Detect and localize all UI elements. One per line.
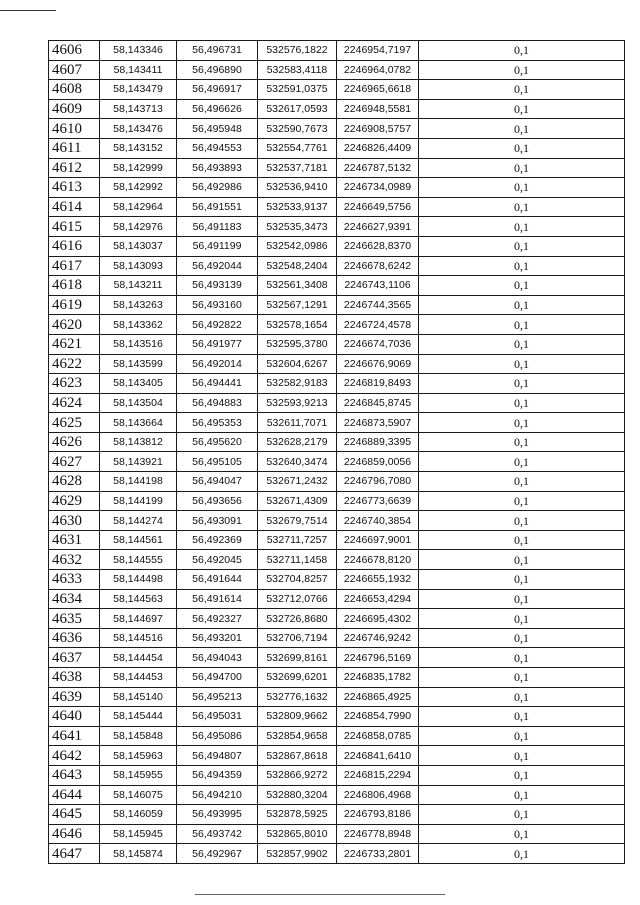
point-number-cell: 4618 xyxy=(49,276,100,296)
longitude-cell: 56,494441 xyxy=(177,374,258,394)
y-coordinate-cell: 2246724,4578 xyxy=(337,315,419,335)
latitude-cell: 58,143263 xyxy=(100,295,177,315)
x-coordinate-cell: 532867,8618 xyxy=(258,746,337,766)
x-coordinate-cell: 532576,1822 xyxy=(258,41,337,61)
x-coordinate-cell: 532679,7514 xyxy=(258,511,337,531)
y-coordinate-cell: 2246815,2294 xyxy=(337,765,419,785)
y-coordinate-cell: 2246954,7197 xyxy=(337,41,419,61)
latitude-cell: 58,143713 xyxy=(100,99,177,119)
bottom-rule-line xyxy=(195,894,445,895)
point-number-cell: 4634 xyxy=(49,589,100,609)
longitude-cell: 56,494359 xyxy=(177,765,258,785)
y-coordinate-cell: 2246778,8948 xyxy=(337,824,419,844)
point-number-cell: 4639 xyxy=(49,687,100,707)
table-row xyxy=(49,334,625,354)
accuracy-cell: 0,1 xyxy=(419,511,625,531)
table-row xyxy=(49,413,625,433)
point-number-cell: 4627 xyxy=(49,452,100,472)
x-coordinate-cell: 532604,6267 xyxy=(258,354,337,374)
accuracy-cell: 0,1 xyxy=(419,805,625,825)
y-coordinate-cell: 2246793,8186 xyxy=(337,805,419,825)
longitude-cell: 56,494210 xyxy=(177,785,258,805)
point-number-cell: 4647 xyxy=(49,844,100,864)
x-coordinate-cell: 532711,1458 xyxy=(258,550,337,570)
table-row xyxy=(49,393,625,413)
accuracy-cell: 0,1 xyxy=(419,628,625,648)
y-coordinate-cell: 2246859,0056 xyxy=(337,452,419,472)
table-row xyxy=(49,707,625,727)
x-coordinate-cell: 532567,1291 xyxy=(258,295,337,315)
y-coordinate-cell: 2246627,9391 xyxy=(337,217,419,237)
point-number-cell: 4646 xyxy=(49,824,100,844)
accuracy-cell: 0,1 xyxy=(419,41,625,61)
y-coordinate-cell: 2246845,8745 xyxy=(337,393,419,413)
table-row xyxy=(49,197,625,217)
latitude-cell: 58,143405 xyxy=(100,374,177,394)
y-coordinate-cell: 2246653,4294 xyxy=(337,589,419,609)
longitude-cell: 56,491644 xyxy=(177,570,258,590)
accuracy-cell: 0,1 xyxy=(419,295,625,315)
coordinates-table-body xyxy=(49,41,625,864)
longitude-cell: 56,492986 xyxy=(177,178,258,198)
point-number-cell: 4631 xyxy=(49,530,100,550)
x-coordinate-cell: 532535,3473 xyxy=(258,217,337,237)
latitude-cell: 58,143037 xyxy=(100,236,177,256)
y-coordinate-cell: 2246746,9242 xyxy=(337,628,419,648)
point-number-cell: 4625 xyxy=(49,413,100,433)
table-row xyxy=(49,138,625,158)
x-coordinate-cell: 532554,7761 xyxy=(258,138,337,158)
top-rule-line xyxy=(0,10,56,11)
latitude-cell: 58,145140 xyxy=(100,687,177,707)
accuracy-cell: 0,1 xyxy=(419,472,625,492)
accuracy-cell: 0,1 xyxy=(419,432,625,452)
y-coordinate-cell: 2246889,3395 xyxy=(337,432,419,452)
point-number-cell: 4637 xyxy=(49,648,100,668)
y-coordinate-cell: 2246628,8370 xyxy=(337,236,419,256)
latitude-cell: 58,145874 xyxy=(100,844,177,864)
latitude-cell: 58,143093 xyxy=(100,256,177,276)
point-number-cell: 4633 xyxy=(49,570,100,590)
y-coordinate-cell: 2246678,6242 xyxy=(337,256,419,276)
latitude-cell: 58,143411 xyxy=(100,60,177,80)
longitude-cell: 56,495031 xyxy=(177,707,258,727)
accuracy-cell: 0,1 xyxy=(419,707,625,727)
x-coordinate-cell: 532711,7257 xyxy=(258,530,337,550)
table-row xyxy=(49,550,625,570)
latitude-cell: 58,143504 xyxy=(100,393,177,413)
table-row xyxy=(49,746,625,766)
y-coordinate-cell: 2246734,0989 xyxy=(337,178,419,198)
x-coordinate-cell: 532809,9662 xyxy=(258,707,337,727)
accuracy-cell: 0,1 xyxy=(419,197,625,217)
point-number-cell: 4606 xyxy=(49,41,100,61)
longitude-cell: 56,496731 xyxy=(177,41,258,61)
latitude-cell: 58,145444 xyxy=(100,707,177,727)
y-coordinate-cell: 2246649,5756 xyxy=(337,197,419,217)
latitude-cell: 58,144555 xyxy=(100,550,177,570)
y-coordinate-cell: 2246908,5757 xyxy=(337,119,419,139)
longitude-cell: 56,492327 xyxy=(177,609,258,629)
longitude-cell: 56,493893 xyxy=(177,158,258,178)
latitude-cell: 58,145955 xyxy=(100,765,177,785)
longitude-cell: 56,492045 xyxy=(177,550,258,570)
table-row xyxy=(49,99,625,119)
accuracy-cell: 0,1 xyxy=(419,119,625,139)
table-row xyxy=(49,668,625,688)
latitude-cell: 58,143362 xyxy=(100,315,177,335)
longitude-cell: 56,492014 xyxy=(177,354,258,374)
table-row xyxy=(49,119,625,139)
latitude-cell: 58,143479 xyxy=(100,80,177,100)
x-coordinate-cell: 532671,2432 xyxy=(258,472,337,492)
x-coordinate-cell: 532865,8010 xyxy=(258,824,337,844)
latitude-cell: 58,144198 xyxy=(100,472,177,492)
x-coordinate-cell: 532561,3408 xyxy=(258,276,337,296)
table-row xyxy=(49,178,625,198)
latitude-cell: 58,144561 xyxy=(100,530,177,550)
longitude-cell: 56,492967 xyxy=(177,844,258,864)
latitude-cell: 58,146059 xyxy=(100,805,177,825)
point-number-cell: 4615 xyxy=(49,217,100,237)
y-coordinate-cell: 2246787,5132 xyxy=(337,158,419,178)
y-coordinate-cell: 2246835,1782 xyxy=(337,668,419,688)
accuracy-cell: 0,1 xyxy=(419,236,625,256)
table-row xyxy=(49,158,625,178)
longitude-cell: 56,491183 xyxy=(177,217,258,237)
latitude-cell: 58,143516 xyxy=(100,334,177,354)
accuracy-cell: 0,1 xyxy=(419,393,625,413)
x-coordinate-cell: 532712,0766 xyxy=(258,589,337,609)
latitude-cell: 58,145963 xyxy=(100,746,177,766)
x-coordinate-cell: 532537,7181 xyxy=(258,158,337,178)
table-row xyxy=(49,511,625,531)
accuracy-cell: 0,1 xyxy=(419,452,625,472)
y-coordinate-cell: 2246743,1106 xyxy=(337,276,419,296)
point-number-cell: 4621 xyxy=(49,334,100,354)
table-row xyxy=(49,824,625,844)
x-coordinate-cell: 532590,7673 xyxy=(258,119,337,139)
latitude-cell: 58,144498 xyxy=(100,570,177,590)
table-row xyxy=(49,844,625,864)
accuracy-cell: 0,1 xyxy=(419,668,625,688)
accuracy-cell: 0,1 xyxy=(419,276,625,296)
point-number-cell: 4642 xyxy=(49,746,100,766)
latitude-cell: 58,142999 xyxy=(100,158,177,178)
y-coordinate-cell: 2246819,8493 xyxy=(337,374,419,394)
latitude-cell: 58,142992 xyxy=(100,178,177,198)
y-coordinate-cell: 2246744,3565 xyxy=(337,295,419,315)
y-coordinate-cell: 2246806,4968 xyxy=(337,785,419,805)
point-number-cell: 4609 xyxy=(49,99,100,119)
point-number-cell: 4636 xyxy=(49,628,100,648)
table-row xyxy=(49,530,625,550)
point-number-cell: 4613 xyxy=(49,178,100,198)
y-coordinate-cell: 2246796,7080 xyxy=(337,472,419,492)
accuracy-cell: 0,1 xyxy=(419,648,625,668)
y-coordinate-cell: 2246655,1932 xyxy=(337,570,419,590)
longitude-cell: 56,494700 xyxy=(177,668,258,688)
x-coordinate-cell: 532578,1654 xyxy=(258,315,337,335)
latitude-cell: 58,144454 xyxy=(100,648,177,668)
point-number-cell: 4632 xyxy=(49,550,100,570)
x-coordinate-cell: 532866,9272 xyxy=(258,765,337,785)
latitude-cell: 58,142976 xyxy=(100,217,177,237)
accuracy-cell: 0,1 xyxy=(419,99,625,119)
y-coordinate-cell: 2246964,0782 xyxy=(337,60,419,80)
point-number-cell: 4640 xyxy=(49,707,100,727)
table-row xyxy=(49,217,625,237)
x-coordinate-cell: 532699,8161 xyxy=(258,648,337,668)
longitude-cell: 56,494043 xyxy=(177,648,258,668)
longitude-cell: 56,493742 xyxy=(177,824,258,844)
accuracy-cell: 0,1 xyxy=(419,824,625,844)
latitude-cell: 58,144274 xyxy=(100,511,177,531)
longitude-cell: 56,493995 xyxy=(177,805,258,825)
point-number-cell: 4635 xyxy=(49,609,100,629)
point-number-cell: 4619 xyxy=(49,295,100,315)
x-coordinate-cell: 532640,3474 xyxy=(258,452,337,472)
longitude-cell: 56,494553 xyxy=(177,138,258,158)
latitude-cell: 58,144199 xyxy=(100,491,177,511)
y-coordinate-cell: 2246854,7990 xyxy=(337,707,419,727)
longitude-cell: 56,495620 xyxy=(177,432,258,452)
y-coordinate-cell: 2246865,4925 xyxy=(337,687,419,707)
x-coordinate-cell: 532591,0375 xyxy=(258,80,337,100)
x-coordinate-cell: 532880,3204 xyxy=(258,785,337,805)
accuracy-cell: 0,1 xyxy=(419,687,625,707)
y-coordinate-cell: 2246873,5907 xyxy=(337,413,419,433)
table-row xyxy=(49,472,625,492)
table-row xyxy=(49,60,625,80)
accuracy-cell: 0,1 xyxy=(419,178,625,198)
accuracy-cell: 0,1 xyxy=(419,354,625,374)
y-coordinate-cell: 2246948,5581 xyxy=(337,99,419,119)
longitude-cell: 56,495948 xyxy=(177,119,258,139)
point-number-cell: 4614 xyxy=(49,197,100,217)
table-row xyxy=(49,805,625,825)
point-number-cell: 4611 xyxy=(49,138,100,158)
longitude-cell: 56,491551 xyxy=(177,197,258,217)
point-number-cell: 4612 xyxy=(49,158,100,178)
point-number-cell: 4629 xyxy=(49,491,100,511)
accuracy-cell: 0,1 xyxy=(419,413,625,433)
table-row xyxy=(49,80,625,100)
point-number-cell: 4623 xyxy=(49,374,100,394)
point-number-cell: 4630 xyxy=(49,511,100,531)
latitude-cell: 58,143921 xyxy=(100,452,177,472)
y-coordinate-cell: 2246796,5169 xyxy=(337,648,419,668)
longitude-cell: 56,492369 xyxy=(177,530,258,550)
x-coordinate-cell: 532548,2404 xyxy=(258,256,337,276)
table-row xyxy=(49,785,625,805)
x-coordinate-cell: 532593,9213 xyxy=(258,393,337,413)
table-row xyxy=(49,609,625,629)
point-number-cell: 4616 xyxy=(49,236,100,256)
x-coordinate-cell: 532699,6201 xyxy=(258,668,337,688)
x-coordinate-cell: 532582,9183 xyxy=(258,374,337,394)
longitude-cell: 56,492822 xyxy=(177,315,258,335)
accuracy-cell: 0,1 xyxy=(419,550,625,570)
point-number-cell: 4643 xyxy=(49,765,100,785)
point-number-cell: 4644 xyxy=(49,785,100,805)
accuracy-cell: 0,1 xyxy=(419,315,625,335)
x-coordinate-cell: 532706,7194 xyxy=(258,628,337,648)
point-number-cell: 4641 xyxy=(49,726,100,746)
latitude-cell: 58,146075 xyxy=(100,785,177,805)
table-row xyxy=(49,374,625,394)
table-row xyxy=(49,628,625,648)
accuracy-cell: 0,1 xyxy=(419,609,625,629)
accuracy-cell: 0,1 xyxy=(419,746,625,766)
x-coordinate-cell: 532878,5925 xyxy=(258,805,337,825)
accuracy-cell: 0,1 xyxy=(419,570,625,590)
y-coordinate-cell: 2246676,9069 xyxy=(337,354,419,374)
table-row xyxy=(49,41,625,61)
longitude-cell: 56,491977 xyxy=(177,334,258,354)
latitude-cell: 58,143346 xyxy=(100,41,177,61)
longitude-cell: 56,493201 xyxy=(177,628,258,648)
table-row xyxy=(49,354,625,374)
table-row xyxy=(49,491,625,511)
point-number-cell: 4624 xyxy=(49,393,100,413)
point-number-cell: 4626 xyxy=(49,432,100,452)
longitude-cell: 56,491614 xyxy=(177,589,258,609)
longitude-cell: 56,495105 xyxy=(177,452,258,472)
y-coordinate-cell: 2246965,6618 xyxy=(337,80,419,100)
y-coordinate-cell: 2246773,6639 xyxy=(337,491,419,511)
table-row xyxy=(49,432,625,452)
longitude-cell: 56,494047 xyxy=(177,472,258,492)
x-coordinate-cell: 532854,9658 xyxy=(258,726,337,746)
accuracy-cell: 0,1 xyxy=(419,158,625,178)
accuracy-cell: 0,1 xyxy=(419,334,625,354)
latitude-cell: 58,145945 xyxy=(100,824,177,844)
accuracy-cell: 0,1 xyxy=(419,374,625,394)
y-coordinate-cell: 2246678,8120 xyxy=(337,550,419,570)
accuracy-cell: 0,1 xyxy=(419,530,625,550)
x-coordinate-cell: 532857,9902 xyxy=(258,844,337,864)
accuracy-cell: 0,1 xyxy=(419,765,625,785)
y-coordinate-cell: 2246674,7036 xyxy=(337,334,419,354)
longitude-cell: 56,496890 xyxy=(177,60,258,80)
table-row xyxy=(49,687,625,707)
accuracy-cell: 0,1 xyxy=(419,589,625,609)
x-coordinate-cell: 532595,3780 xyxy=(258,334,337,354)
latitude-cell: 58,142964 xyxy=(100,197,177,217)
accuracy-cell: 0,1 xyxy=(419,217,625,237)
x-coordinate-cell: 532628,2179 xyxy=(258,432,337,452)
longitude-cell: 56,493139 xyxy=(177,276,258,296)
table-row xyxy=(49,589,625,609)
x-coordinate-cell: 532617,0593 xyxy=(258,99,337,119)
table-row xyxy=(49,765,625,785)
y-coordinate-cell: 2246826,4409 xyxy=(337,138,419,158)
point-number-cell: 4628 xyxy=(49,472,100,492)
x-coordinate-cell: 532536,9410 xyxy=(258,178,337,198)
accuracy-cell: 0,1 xyxy=(419,60,625,80)
accuracy-cell: 0,1 xyxy=(419,491,625,511)
y-coordinate-cell: 2246695,4302 xyxy=(337,609,419,629)
latitude-cell: 58,143664 xyxy=(100,413,177,433)
table-row xyxy=(49,276,625,296)
point-number-cell: 4617 xyxy=(49,256,100,276)
accuracy-cell: 0,1 xyxy=(419,785,625,805)
accuracy-cell: 0,1 xyxy=(419,844,625,864)
accuracy-cell: 0,1 xyxy=(419,138,625,158)
x-coordinate-cell: 532704,8257 xyxy=(258,570,337,590)
y-coordinate-cell: 2246697,9001 xyxy=(337,530,419,550)
coordinates-table xyxy=(48,40,625,864)
longitude-cell: 56,492044 xyxy=(177,256,258,276)
latitude-cell: 58,144563 xyxy=(100,589,177,609)
table-row xyxy=(49,452,625,472)
y-coordinate-cell: 2246733,2801 xyxy=(337,844,419,864)
longitude-cell: 56,493656 xyxy=(177,491,258,511)
point-number-cell: 4622 xyxy=(49,354,100,374)
table-row xyxy=(49,295,625,315)
longitude-cell: 56,494807 xyxy=(177,746,258,766)
y-coordinate-cell: 2246740,3854 xyxy=(337,511,419,531)
longitude-cell: 56,496626 xyxy=(177,99,258,119)
point-number-cell: 4638 xyxy=(49,668,100,688)
y-coordinate-cell: 2246841,6410 xyxy=(337,746,419,766)
table-row xyxy=(49,236,625,256)
x-coordinate-cell: 532611,7071 xyxy=(258,413,337,433)
point-number-cell: 4607 xyxy=(49,60,100,80)
longitude-cell: 56,493160 xyxy=(177,295,258,315)
point-number-cell: 4610 xyxy=(49,119,100,139)
latitude-cell: 58,143211 xyxy=(100,276,177,296)
y-coordinate-cell: 2246858,0785 xyxy=(337,726,419,746)
latitude-cell: 58,143599 xyxy=(100,354,177,374)
longitude-cell: 56,491199 xyxy=(177,236,258,256)
latitude-cell: 58,144453 xyxy=(100,668,177,688)
accuracy-cell: 0,1 xyxy=(419,726,625,746)
table-row xyxy=(49,570,625,590)
latitude-cell: 58,144516 xyxy=(100,628,177,648)
longitude-cell: 56,493091 xyxy=(177,511,258,531)
x-coordinate-cell: 532671,4309 xyxy=(258,491,337,511)
longitude-cell: 56,495353 xyxy=(177,413,258,433)
accuracy-cell: 0,1 xyxy=(419,256,625,276)
table-row xyxy=(49,726,625,746)
longitude-cell: 56,495086 xyxy=(177,726,258,746)
x-coordinate-cell: 532533,9137 xyxy=(258,197,337,217)
latitude-cell: 58,145848 xyxy=(100,726,177,746)
accuracy-cell: 0,1 xyxy=(419,80,625,100)
longitude-cell: 56,496917 xyxy=(177,80,258,100)
table-row xyxy=(49,256,625,276)
longitude-cell: 56,495213 xyxy=(177,687,258,707)
table-row xyxy=(49,648,625,668)
x-coordinate-cell: 532583,4118 xyxy=(258,60,337,80)
latitude-cell: 58,143152 xyxy=(100,138,177,158)
point-number-cell: 4620 xyxy=(49,315,100,335)
latitude-cell: 58,144697 xyxy=(100,609,177,629)
point-number-cell: 4608 xyxy=(49,80,100,100)
latitude-cell: 58,143812 xyxy=(100,432,177,452)
x-coordinate-cell: 532542,0986 xyxy=(258,236,337,256)
longitude-cell: 56,494883 xyxy=(177,393,258,413)
latitude-cell: 58,143476 xyxy=(100,119,177,139)
x-coordinate-cell: 532776,1632 xyxy=(258,687,337,707)
table-row xyxy=(49,315,625,335)
point-number-cell: 4645 xyxy=(49,805,100,825)
x-coordinate-cell: 532726,8680 xyxy=(258,609,337,629)
